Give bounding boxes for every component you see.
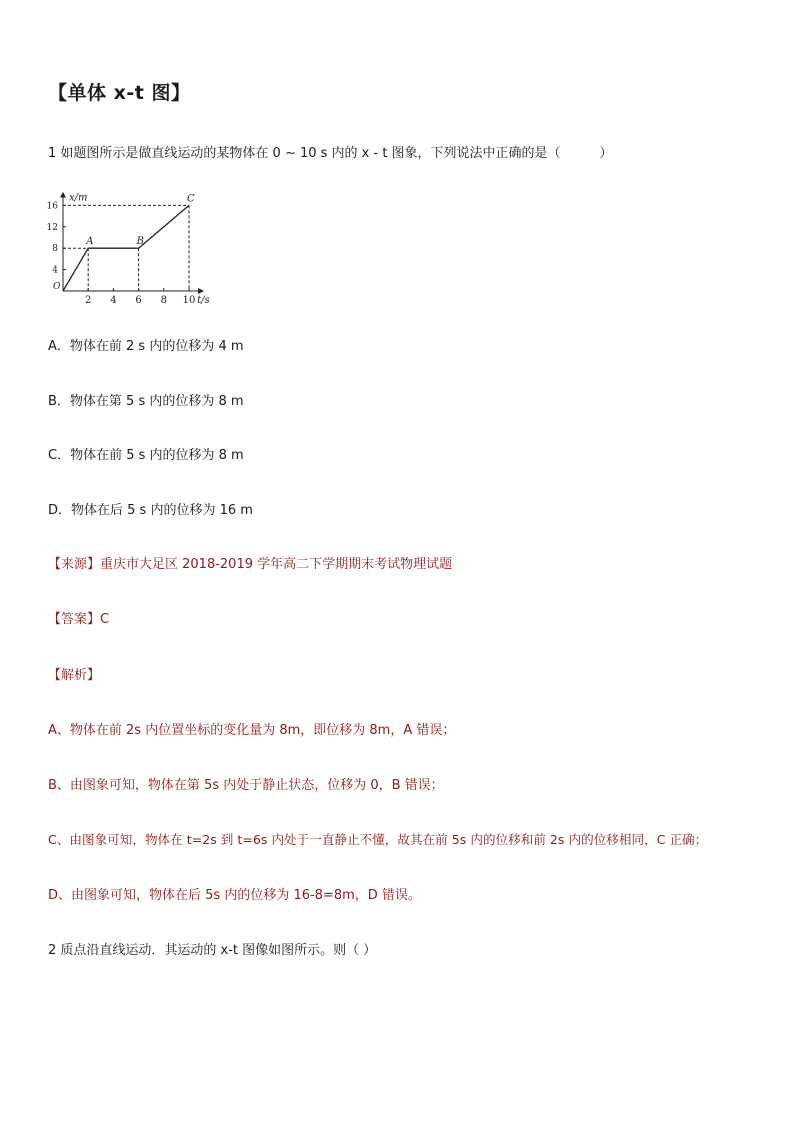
y-axis-label: x/m — [69, 192, 88, 204]
x-axis-label: t/s — [197, 295, 210, 306]
option-a: A．物体在前 2 s 内的位移为 4 m — [48, 339, 244, 354]
series-line — [63, 205, 189, 291]
analysis-d: D、由图象可知，物体在后 5s 内的位移为 16-8=8m，D 错误。 — [48, 888, 421, 903]
point-label-a: A — [86, 236, 94, 248]
option-b: B．物体在第 5 s 内的位移为 8 m — [48, 394, 244, 409]
x-tick-label: 4 — [110, 295, 117, 306]
x-tick-label: 6 — [135, 295, 142, 306]
x-tick-label: 8 — [160, 295, 167, 306]
origin-label: O — [53, 282, 61, 292]
point-label-b: B — [136, 236, 144, 248]
y-tick-label: 16 — [46, 201, 58, 212]
x-tick-label: 2 — [85, 295, 92, 306]
x-tick-label: 10 — [182, 295, 196, 306]
option-c: C．物体在前 5 s 内的位移为 8 m — [48, 448, 244, 463]
point-label-c: C — [187, 193, 195, 205]
option-d: D．物体在后 5 s 内的位移为 16 m — [48, 503, 253, 518]
answer-line: 【答案】C — [48, 612, 110, 627]
y-tick-label: 12 — [46, 222, 58, 233]
question-1-stem: 1 如题图所示是做直线运动的某物体在 0 ~ 10 s 内的 x - t 图象，下列说法中正确的是（ ） — [48, 146, 613, 161]
question-2-stem: 2 质点沿直线运动．其运动的 x-t 图像如图所示。则（ ） — [48, 943, 377, 958]
y-tick-label: 8 — [52, 244, 58, 255]
analysis-label: 【解析】 — [48, 668, 101, 683]
section-title: 【单体 x-t 图】 — [48, 82, 191, 104]
source-line: 【来源】重庆市大足区 2018-2019 学年高二下学期期末考试物理试题 — [48, 557, 453, 572]
xt-graph-figure — [46, 184, 236, 308]
y-tick-label: 4 — [52, 265, 58, 276]
analysis-b: B、由图象可知，物体在第 5s 内处于静止状态，位移为 0，B 错误； — [48, 778, 444, 793]
analysis-c: C、由图象可知，物体在 t=2s 到 t=6s 内处于一直静止不懂，故其在前 5s 内的位移和前 2s 内的位移相同，C 正确； — [48, 832, 708, 847]
analysis-a: A、物体在前 2s 内位置坐标的变化量为 8m，即位移为 8m，A 错误； — [48, 723, 456, 738]
